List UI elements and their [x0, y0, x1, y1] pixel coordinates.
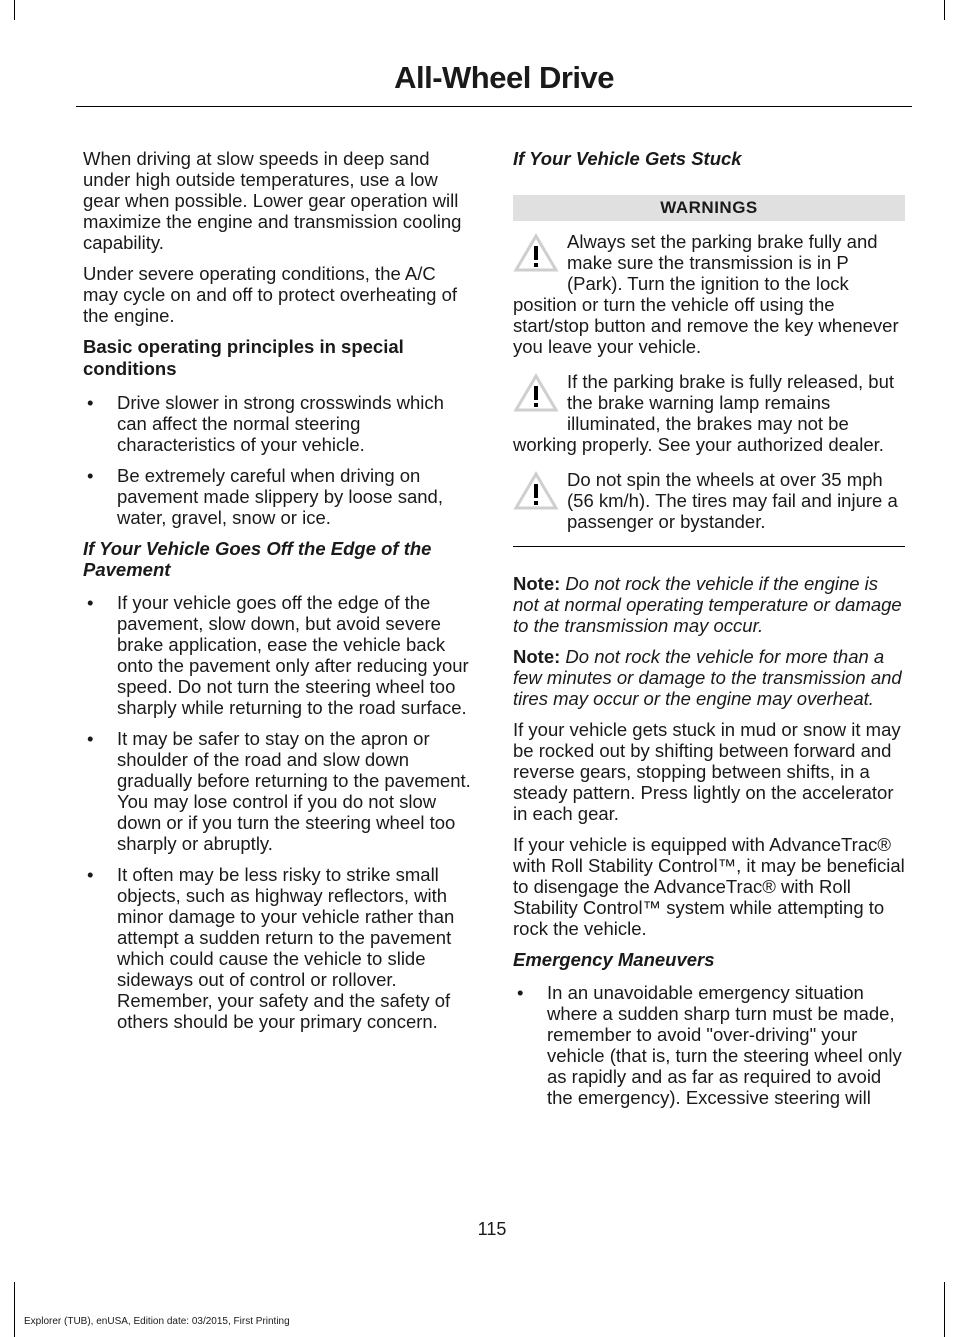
header-divider	[76, 106, 912, 107]
crop-mark	[944, 0, 945, 20]
paragraph: Under severe operating conditions, the A/C may cycle on and off to protect overheating of the engine.	[83, 263, 457, 326]
note-label: Note:	[513, 646, 561, 667]
warning-text: Do not spin the wheels at over 35 mph (56 km/h). The tires may fail and injure a passenger or bystander.	[567, 469, 898, 532]
warning-item	[513, 469, 905, 532]
left-column	[83, 148, 475, 1042]
note	[513, 646, 905, 709]
bullet-list	[513, 982, 905, 1108]
bullet-list	[83, 592, 475, 1032]
subheading: If Your Vehicle Gets Stuck	[513, 148, 742, 169]
crop-mark	[944, 1282, 945, 1337]
subheading: Basic operating principles in special conditions	[83, 336, 404, 379]
warnings-header: WARNINGS	[513, 195, 905, 221]
warning-item	[513, 371, 905, 455]
list-item: • If your vehicle goes off the edge of the pavement, slow down, but avoid severe brake application, ease the vehicle back onto the pavement only after reducing your speed. Do not turn the steering wheel too sharply while returning to the road surface.	[83, 592, 475, 718]
warning-text: Always set the parking brake fully and make sure the transmission is in P (Park). Turn the ignition to the lock position or turn the vehicle off using the start/stop button and remove the key whenever you leave your vehicle.	[513, 231, 899, 357]
bullet-list	[83, 392, 475, 528]
paragraph: If your vehicle gets stuck in mud or snow it may be rocked out by shifting between forward and reverse gears, stopping between shifts, in a steady pattern. Press lightly on the accelerator in each gear.	[513, 719, 901, 824]
warning-triangle-icon	[513, 471, 559, 511]
list-item: • Be extremely careful when driving on pavement made slippery by loose sand, water, gravel, snow or ice.	[83, 465, 475, 528]
paragraph: When driving at slow speeds in deep sand under high outside temperatures, use a low gear when possible. Lower gear operation will maximize the engine and transmission cooling capability.	[83, 148, 462, 253]
list-item: • Drive slower in strong crosswinds which can affect the normal steering characteristics of your vehicle.	[83, 392, 475, 455]
section-title: All-Wheel Drive	[394, 60, 614, 95]
list-item: • It may be safer to stay on the apron or shoulder of the road and slow down gradually before returning to the pavement. You may lose control if you do not slow down or if you turn the steering wheel too sharply or abruptly.	[83, 728, 475, 854]
note-text: Do not rock the vehicle if the engine is not at normal operating temperature or damage to the transmission may occur.	[513, 573, 902, 636]
subheading: If Your Vehicle Goes Off the Edge of the Pavement	[83, 538, 432, 580]
right-column	[513, 148, 905, 1118]
list-item: • In an unavoidable emergency situation where a sudden sharp turn must be made, remember to avoid "over-driving" your vehicle (that is, turn the steering wheel only as rapidly and as far as required to avoid the emergency). Excessive steering will	[513, 982, 905, 1108]
warning-triangle-icon	[513, 373, 559, 413]
note-label: Note:	[513, 573, 561, 594]
crop-mark	[14, 0, 15, 20]
subheading: Emergency Maneuvers	[513, 949, 715, 970]
warnings-divider	[513, 546, 905, 547]
warning-item	[513, 231, 905, 357]
paragraph: If your vehicle is equipped with AdvanceTrac® with Roll Stability Control™, it may be beneficial to disengage the AdvanceTrac® with Roll Stability Control™ system while attempting to rock the vehicle.	[513, 834, 905, 939]
warning-triangle-icon	[513, 233, 559, 273]
crop-mark	[14, 1282, 15, 1337]
footer-edition-info: Explorer (TUB), enUSA, Edition date: 03/2015, First Printing	[24, 1316, 290, 1327]
note-text: Do not rock the vehicle for more than a few minutes or damage to the transmission and tires may occur or the engine may overheat.	[513, 646, 902, 709]
list-item: • It often may be less risky to strike small objects, such as highway reflectors, with minor damage to your vehicle rather than attempt a sudden return to the pavement which could cause the vehicle to slide sideways out of control or rollover. Remember, your safety and the safety of others should be your primary concern.	[83, 864, 475, 1032]
warning-text: If the parking brake is fully released, but the brake warning lamp remains illuminated, the brakes may not be working properly. See your authorized dealer.	[513, 371, 895, 455]
note	[513, 573, 905, 636]
page-number: 115	[477, 1219, 507, 1239]
